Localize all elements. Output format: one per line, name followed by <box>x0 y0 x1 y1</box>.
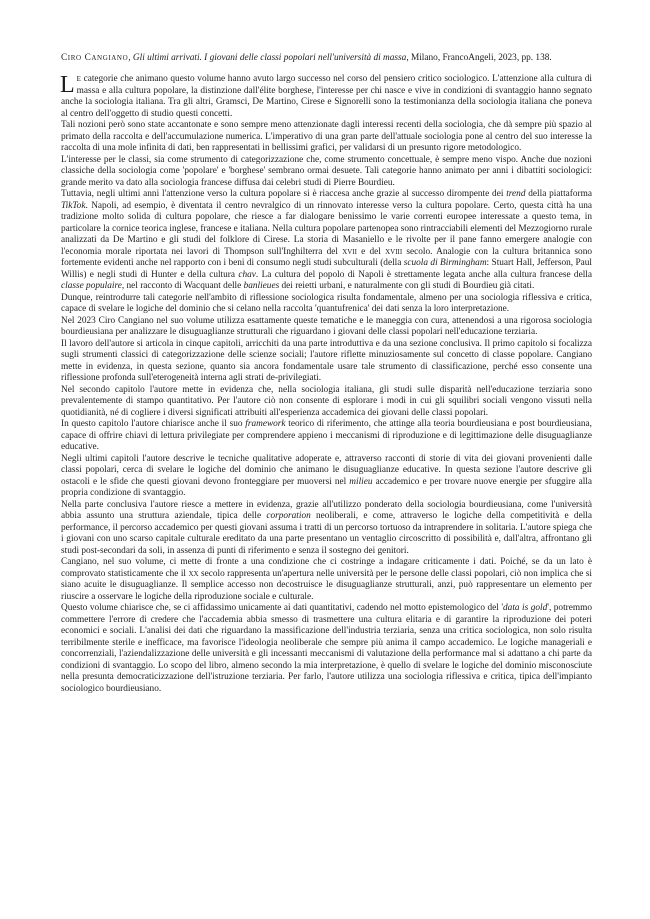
citation-author: Ciro Cangiano <box>61 53 129 63</box>
book-citation: Ciro Cangiano, Gli ultimi arrivati. I giovani delle classi popolari nell'università di massa, Milano, FrancoAngeli, 2023, pp. 138. <box>61 53 552 63</box>
paragraph: Le categorie che animano questo volume hanno avuto largo successo nel corso del pensiero critico sociologico. L'attenzione alla cultura di massa e alla cultura popolare, la distinzione dall'élite borghese, l'interesse per chi nasce e vive in condizioni di svantaggio hanno segnato anche la sociologia italiana. Tra gli altri, Gramsci, De Martino, Cirese e Signorelli sono la testimonianza della sociologia italiana che poneva al centro dell'oggetto di studio questi concetti. <box>60 72 592 119</box>
paragraph: Nella parte conclusiva l'autore riesce a mettere in evidenza, grazie all'utilizzo ponderato della sociologia bourdieusiana, come l'università abbia assunto una struttura aziendale, tipica delle corporation neoliberali, e come, attraverso le logiche della competitività e della performance, il percorso accademico per questi giovani assuma i tratti di un percorso tortuoso da intraprendere in solitaria. L'autore spiega che i giovani con uno scarso capitale culturale ereditato da una parte presentano un ventaglio circoscritto di possibilità e, dall'altra, affrontano gli studi post-secondari da soli, in assenza di punti di riferimento e senza il sostegno dei genitori. <box>61 499 592 556</box>
paragraph: Tuttavia, negli ultimi anni l'attenzione verso la cultura popolare si è riaccesa anche grazie al successo dirompente dei trend della piattaforma TikTok. Napoli, ad esempio, è diventata il centro nevralgico di un rinnovato interesse verso la cultura popolare. Certo, questa città ha una tradizione molto solida di cultura popolare, che riesce a far dialogare benissimo le varie correnti europee interessate a questo tema, in particolare la cornice teorica inglese, francese e italiana. Nella cultura popolare partenopea sono rintracciabili elementi del Mezzogiorno rurale analizzati da De Martino e gli studi del folklore di Cirese. La storia di Masaniello e le rivolte per il pane fanno emergere analogie con l'economia morale riportata nei lavori di Thompson sull'Inghilterra del xvii e del xviii secolo. Analogie con la cultura britannica sono fortemente evidenti anche nel rapporto con i beni di consumo negli studi subculturali (della scuola di Birmingham: Stuart Hall, Jefferson, Paul Willis) e negli studi di Hunter e della cultura chav. La cultura del popolo di Napoli è strettamente legata anche alla cultura francese della classe populaire, nel racconto di Wacquant delle banlieues dei reietti urbani, e naturalmente con gli studi di Bourdieu già citati. <box>61 189 592 291</box>
paragraph: Tali nozioni però sono state accantonate e sono sempre meno attenzionate dagli interessi recenti della sociologia, che dà sempre più spazio al primato della raccolta e dell'accumulazione numerica. L'imperativo di una gran parte dell'attuale sociologia pone al centro del suo interesse la raccolta di una mole infinita di dati, ben rappresentati in bellissimi grafici, per validarsi di un presunto rigore metodologico. <box>61 120 592 153</box>
paragraph: L'interesse per le classi, sia come strumento di categorizzazione che, come strumento concettuale, è sempre meno vispo. Anche due nozioni classiche della sociologia come 'popolare' e 'borghese' sembrano ormai desuete. Tali categorie hanno animato per anni i dibattiti sociologici: grande merito va dato alla sociologia francese diffusa dai celebri studi di Pierre Bourdieu. <box>61 154 592 188</box>
paragraph: Negli ultimi capitoli l'autore descrive le tecniche qualitative adoperate e, attraverso racconti di storie di vita dei giovani provenienti dalle classi popolari, cerca di svelare le logiche del dominio che animano le disuguaglianze educative. In questa sezione l'autore descrive gli ostacoli e le sfide che questi giovani devono fronteggiare per muoversi nel milieu accademico e per trovare nuove energie per sfuggire alla propria condizione di svantaggio. <box>61 453 592 498</box>
review-body <box>61 74 592 695</box>
paragraph: Nel 2023 Ciro Cangiano nel suo volume utilizza esattamente queste tematiche e le maneggia con cura, attenendosi a una rigorosa sociologia bourdieusiana per analizzare le disuguaglianze strutturali che riguardano i giovani delle classi popolari nell'educazione terziaria. <box>61 315 592 337</box>
paragraph: Cangiano, nel suo volume, ci mette di fronte a una condizione che ci costringe a indagare criticamente i dati. Poiché, se da un lato è comprovato statisticamente che il xx secolo rappresenta un'apertura nelle università per le persone delle classi popolari, ciò non implica che si siano acuite le disuguaglianze. Il semplice accesso non decostruisce le disuguaglianze strutturali, anzi, può rappresentare un elemento per riuscire a osservare le logiche della riproduzione sociale e culturale. <box>61 557 592 602</box>
review-page <box>61 52 592 695</box>
citation-title: Gli ultimi arrivati. I giovani delle classi popolari nell'università di massa <box>132 53 407 63</box>
drop-cap: L <box>60 72 75 98</box>
paragraph: Il lavoro dell'autore si articola in cinque capitoli, arricchiti da una parte introduttiva e da una sezione conclusiva. Il primo capitolo si focalizza sugli strumenti classici di categorizzazione delle scienze sociali; l'autore riflette minuziosamente sul concetto di classe popolare. Cangiano mette in evidenza, in questa sezione, quanto sia ancora fondamentale usare tale strumento di classificazione, perché esso consente una riflessione profonda sull'eterogeneità interna agli strati de-privilegiati. <box>61 338 592 383</box>
paragraph: Dunque, reintrodurre tali categorie nell'ambito di riflessione sociologica risulta fondamentale, almeno per una sociologia riflessiva e critica, capace di svelare le logiche del dominio che si celano nella raccolta 'quantufrenica' dei dati senza la loro interpretazione. <box>61 292 592 314</box>
paragraph: In questo capitolo l'autore chiarisce anche il suo framework teorico di riferimento, che attinge alla teoria bourdieusiana e post bourdieusiana, capace di offrire chiavi di lettura privilegiate per comprendere appieno i meccanismi di riproduzione e di legittimazione delle disuguaglianze educative. <box>61 419 593 452</box>
paragraph: Questo volume chiarisce che, se ci affidassimo unicamente ai dati quantitativi, cadendo nel motto epistemologico del 'data is gold', potremmo commettere l'errore di credere che l'accademia abbia smesso di trasmettere una cultura elitaria e di garantire la riproduzione dei poteri economici e sociali. L'analisi dei dati che riguardano la massificazione dell'industria terziaria, senza una critica sociologica, non solo risulta terribilmente sterile e inefficace, ma favorisce l'ideologia neoliberale che sempre più anima il campo accademico. Le logiche manageriali e concorrenziali, l'aziendalizzazione delle università e gli incessanti meccanismi di valutazione della performance mal si adattano a chi parte da condizioni di svantaggio. Lo scopo del libro, almeno secondo la mia interpretazione, è quello di svelare le logiche del dominio misconosciute nella presunta democraticizzazione dell'istruzione terziaria. Per farlo, l'autore utilizza una sociologia riflessiva e critica, tipica dell'impianto sociologico bourdieusiano. <box>61 603 592 694</box>
paragraph: Nel secondo capitolo l'autore mette in evidenza che, nella sociologia italiana, gli studi sulle disparità nell'educazione terziaria sono prevalentemente di stampo quantitativo. Per l'autore ciò non consente di esplorare i modi in cui gli squilibri sociali vengono vissuti nella quotidianità, né di cogliere i diversi significati attribuiti all'esperienza accademica dei giovani delle classi popolari. <box>61 384 592 418</box>
citation-publisher: , Milano, FrancoAngeli, 2023, pp. 138. <box>406 53 552 63</box>
